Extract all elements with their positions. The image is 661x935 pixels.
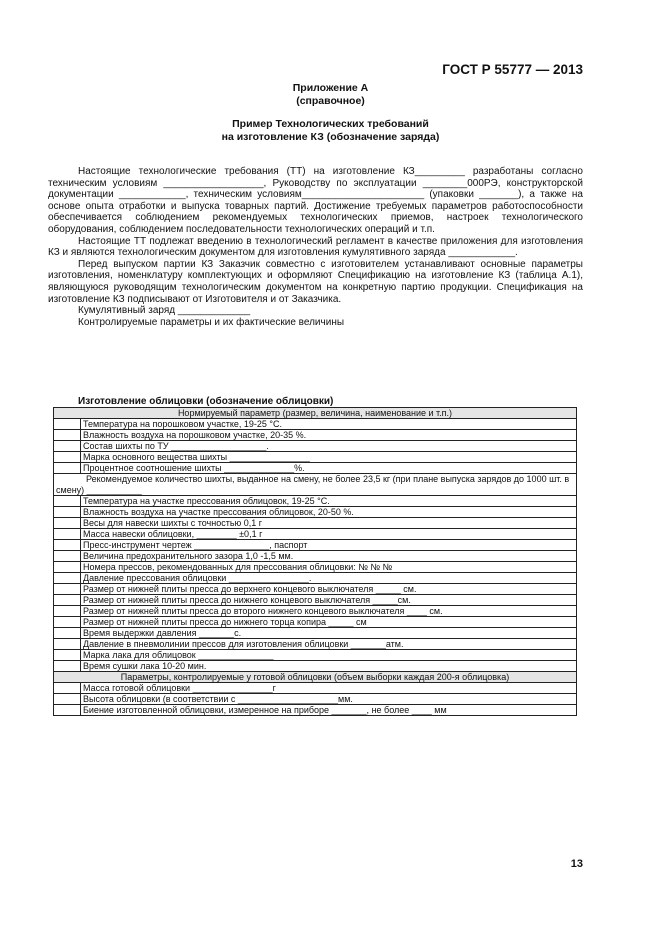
table-row [54,584,577,595]
table-row [54,694,577,705]
table-cell: Состав шихты по ТУ ___________________. [81,441,577,452]
table-cell: Марка основного вещества шихты ________________ [81,452,577,463]
table-cell: Рекомендуемое количество шихты, выданное на смену, не более 23,5 кг (при плане выпуска зарядов до 1000 шт. в смену) ___________ [54,474,577,496]
table-cell: Давление в пневмолинии прессов для изготовления облицовки _______атм. [81,639,577,650]
table-row [54,452,577,463]
table-row [54,496,577,507]
table-row [54,430,577,441]
table-cell: Масса навески облицовки, ________ ±0,1 г [81,529,577,540]
table-row [54,562,577,573]
table-cell: Температура на порошковом участке, 19-25 °С. [81,419,577,430]
table-header: Нормируемый параметр (размер, величина, наименование и т.п.) [54,408,577,419]
table-row [54,463,577,474]
table-row [54,639,577,650]
section-heading-line1: Пример Технологических требований [232,118,429,130]
table-row [54,628,577,639]
table-header: Параметры, контролируемые у готовой облицовки (объем выборки каждая 200-я облицовка) [54,672,577,683]
table-row [54,474,577,496]
table-cell: Размер от нижней плиты пресса до нижнего концевого выключателя _____см. [81,595,577,606]
table-row [54,540,577,551]
table-row [54,661,577,672]
table-cell: Высота облицовки (в соответствии с ____________________мм. [81,694,577,705]
table-row [54,650,577,661]
table-cell: Время сушки лака 10-20 мин. [81,661,577,672]
table-cell: Пресс-инструмент чертеж _______________, паспорт [81,540,577,551]
page-number: 13 [570,858,583,870]
table-title: Изготовление облицовки (обозначение облицовки) [78,396,334,407]
table-row [54,573,577,584]
document-standard: ГОСТ Р 55777 — 2013 [442,62,583,77]
table-cell: Влажность воздуха на участке прессования облицовок, 20-50 %. [81,507,577,518]
table-header-row [54,672,577,683]
table-row [54,507,577,518]
paragraph: Кумулятивный заряд _____________ [78,305,251,317]
table-cell: Влажность воздуха на порошковом участке, 20-35 %. [81,430,577,441]
paragraph: Настоящие технологические требования (ТТ) на изготовление КЗ_________ разработаны согласно техническим условиям __________________, Руководству по эксплуатации ________000РЭ, конструкторской документации ____________, техническим условиям______________________ (упаковки _______), а также на основе опыта отработки и выпуска товарных партий. Достижение требуемых параметров работоспособности обеспечивается соблюдением рекомендуемых технологических приемов, настроек технологического оборудования, соблюдением последовательности технологических операций и т.п. [48,166,583,235]
table-cell: Размер от нижней плиты пресса до нижнего торца копира _____ см [81,617,577,628]
paragraph: Контролируемые параметры и их фактические величины [78,316,345,328]
table-row [54,419,577,430]
table-cell: Величина предохранительного зазора 1,0 -1,5 мм. [81,551,577,562]
table-cell: Номера прессов, рекомендованных для прессования облицовки: № № № [81,562,577,573]
table-cell: Весы для навески шихты с точностью 0,1 г [81,518,577,529]
table-cell: Размер от нижней плиты пресса до верхнего концевого выключателя _____ см. [81,584,577,595]
table-row [54,518,577,529]
table-row [54,606,577,617]
table-cell: Марка лака для облицовок _______________ [81,650,577,661]
table-header-row [54,408,577,419]
table-cell: Масса готовой облицовки ________________г [81,683,577,694]
table-cell: Размер от нижней плиты пресса до второго нижнего концевого выключателя ____ см. [81,606,577,617]
paragraph: Настоящие ТТ подлежат введению в технологический регламент в качестве приложения для изготовления КЗ и являются технологическим документом для изготовления кумулятивного заряда ____________. [48,235,583,259]
table-row [54,529,577,540]
body-text [48,166,583,328]
table-cell: Давление прессования облицовки ________________. [81,573,577,584]
table-cell: Время выдержки давления _______с. [81,628,577,639]
paragraph: Перед выпуском партии КЗ Заказчик совместно с изготовителем устанавливают основные параметры изготовления, номенклатуру комплектующих и оформляют Спецификацию на изготовление КЗ (таблица А.1), являющуюся руководящим технологическим документом на конкретную партию продукции. Спецификация на изготовление КЗ подписывают от Изготовителя и от Заказчика. [48,258,583,305]
table-row [54,595,577,606]
appendix-title: Приложение А [292,82,369,94]
appendix-type: (справочное) [296,95,365,107]
table-cell: Температура на участке прессования облицовок, 19-25 °С. [81,496,577,507]
table-cell: Процентное соотношение шихты ______________%. [81,463,577,474]
table-cell: Биение изготовленной облицовки, измеренное на приборе _______, не более ____ мм [81,705,577,716]
table-row [54,705,577,716]
table-row [54,441,577,452]
table-row [54,683,577,694]
section-heading-line2: на изготовление КЗ (обозначение заряда) [221,131,440,143]
table-row [54,551,577,562]
parameters-table [53,407,577,716]
table-row [54,617,577,628]
